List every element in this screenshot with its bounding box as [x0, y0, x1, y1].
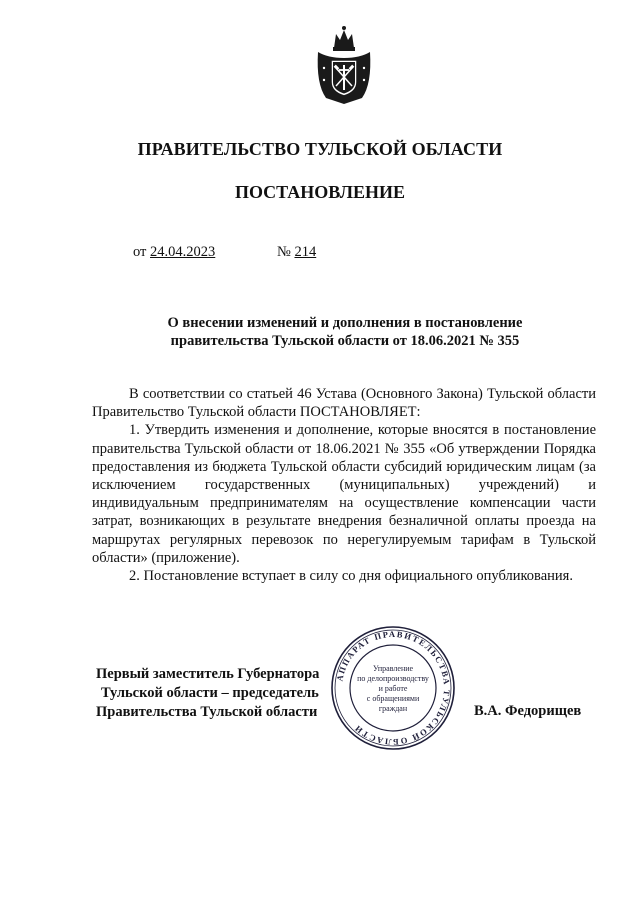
stamp-center-line-5: граждан	[378, 704, 408, 713]
item-2-paragraph: 2. Постановление вступает в силу со дня официального опубликования.	[129, 568, 573, 585]
document-date-line	[133, 244, 215, 261]
signature-position-line-1: Первый заместитель Губернатора	[96, 666, 320, 682]
preamble-paragraph: В соответствии со статьей 46 Устава (Основного Закона) Тульской области Правительство Тульской области ПОСТАНОВЛЯЕТ:	[92, 386, 596, 421]
stamp-center-line-3: и работе	[378, 684, 408, 693]
official-stamp	[329, 624, 457, 752]
date-prefix: от	[133, 244, 147, 260]
stamp-ring-text: АППАРАТ ПРАВИТЕЛЬСТВА ТУЛЬСКОЙ ОБЛАСТИ	[334, 628, 453, 748]
stamp-center-line-4: с обращениями	[366, 694, 420, 703]
number-prefix: №	[277, 244, 291, 260]
organization-name: ПРАВИТЕЛЬСТВО ТУЛЬСКОЙ ОБЛАСТИ	[137, 139, 503, 159]
signature-block	[96, 665, 319, 722]
document-body	[92, 385, 596, 585]
signatory-name: В.А. Федорищев	[474, 703, 582, 719]
subject-line-1: О внесении изменений и дополнения в постановление	[167, 315, 523, 331]
stamp-center-line-2: по делопроизводству	[357, 674, 429, 683]
document-number: 214	[294, 244, 317, 260]
item-1-paragraph: 1. Утвердить изменения и дополнение, которые вносятся в постановление правительства Тульской области от 18.06.2021 № 355 «Об утверждении Порядка предоставления из бюджета Тульской области субсидий юридическим лицам (за исключением государственных (муниципальных) учреждений) и индивидуальным предпринимателям на осуществление компенсации части затрат, возникающих в результате внедрения безналичной оплаты проезда на маршрутах регулярных перевозок по нерегулируемым тарифам в Тульской области» (приложение).	[92, 422, 596, 566]
tula-region-coat-of-arms-icon	[312, 24, 376, 106]
subject-line-2: правительства Тульской области от 18.06.2021 № 355	[170, 333, 520, 349]
stamp-center-line-1: Управление	[372, 664, 414, 673]
document-date: 24.04.2023	[150, 244, 216, 260]
document-type: ПОСТАНОВЛЕНИЕ	[234, 182, 406, 202]
signature-position-line-2: Тульской области – председатель	[101, 685, 319, 701]
signature-position-line-3: Правительства Тульской области	[96, 704, 318, 720]
document-subject	[0, 314, 640, 350]
document-number-line	[277, 244, 316, 261]
